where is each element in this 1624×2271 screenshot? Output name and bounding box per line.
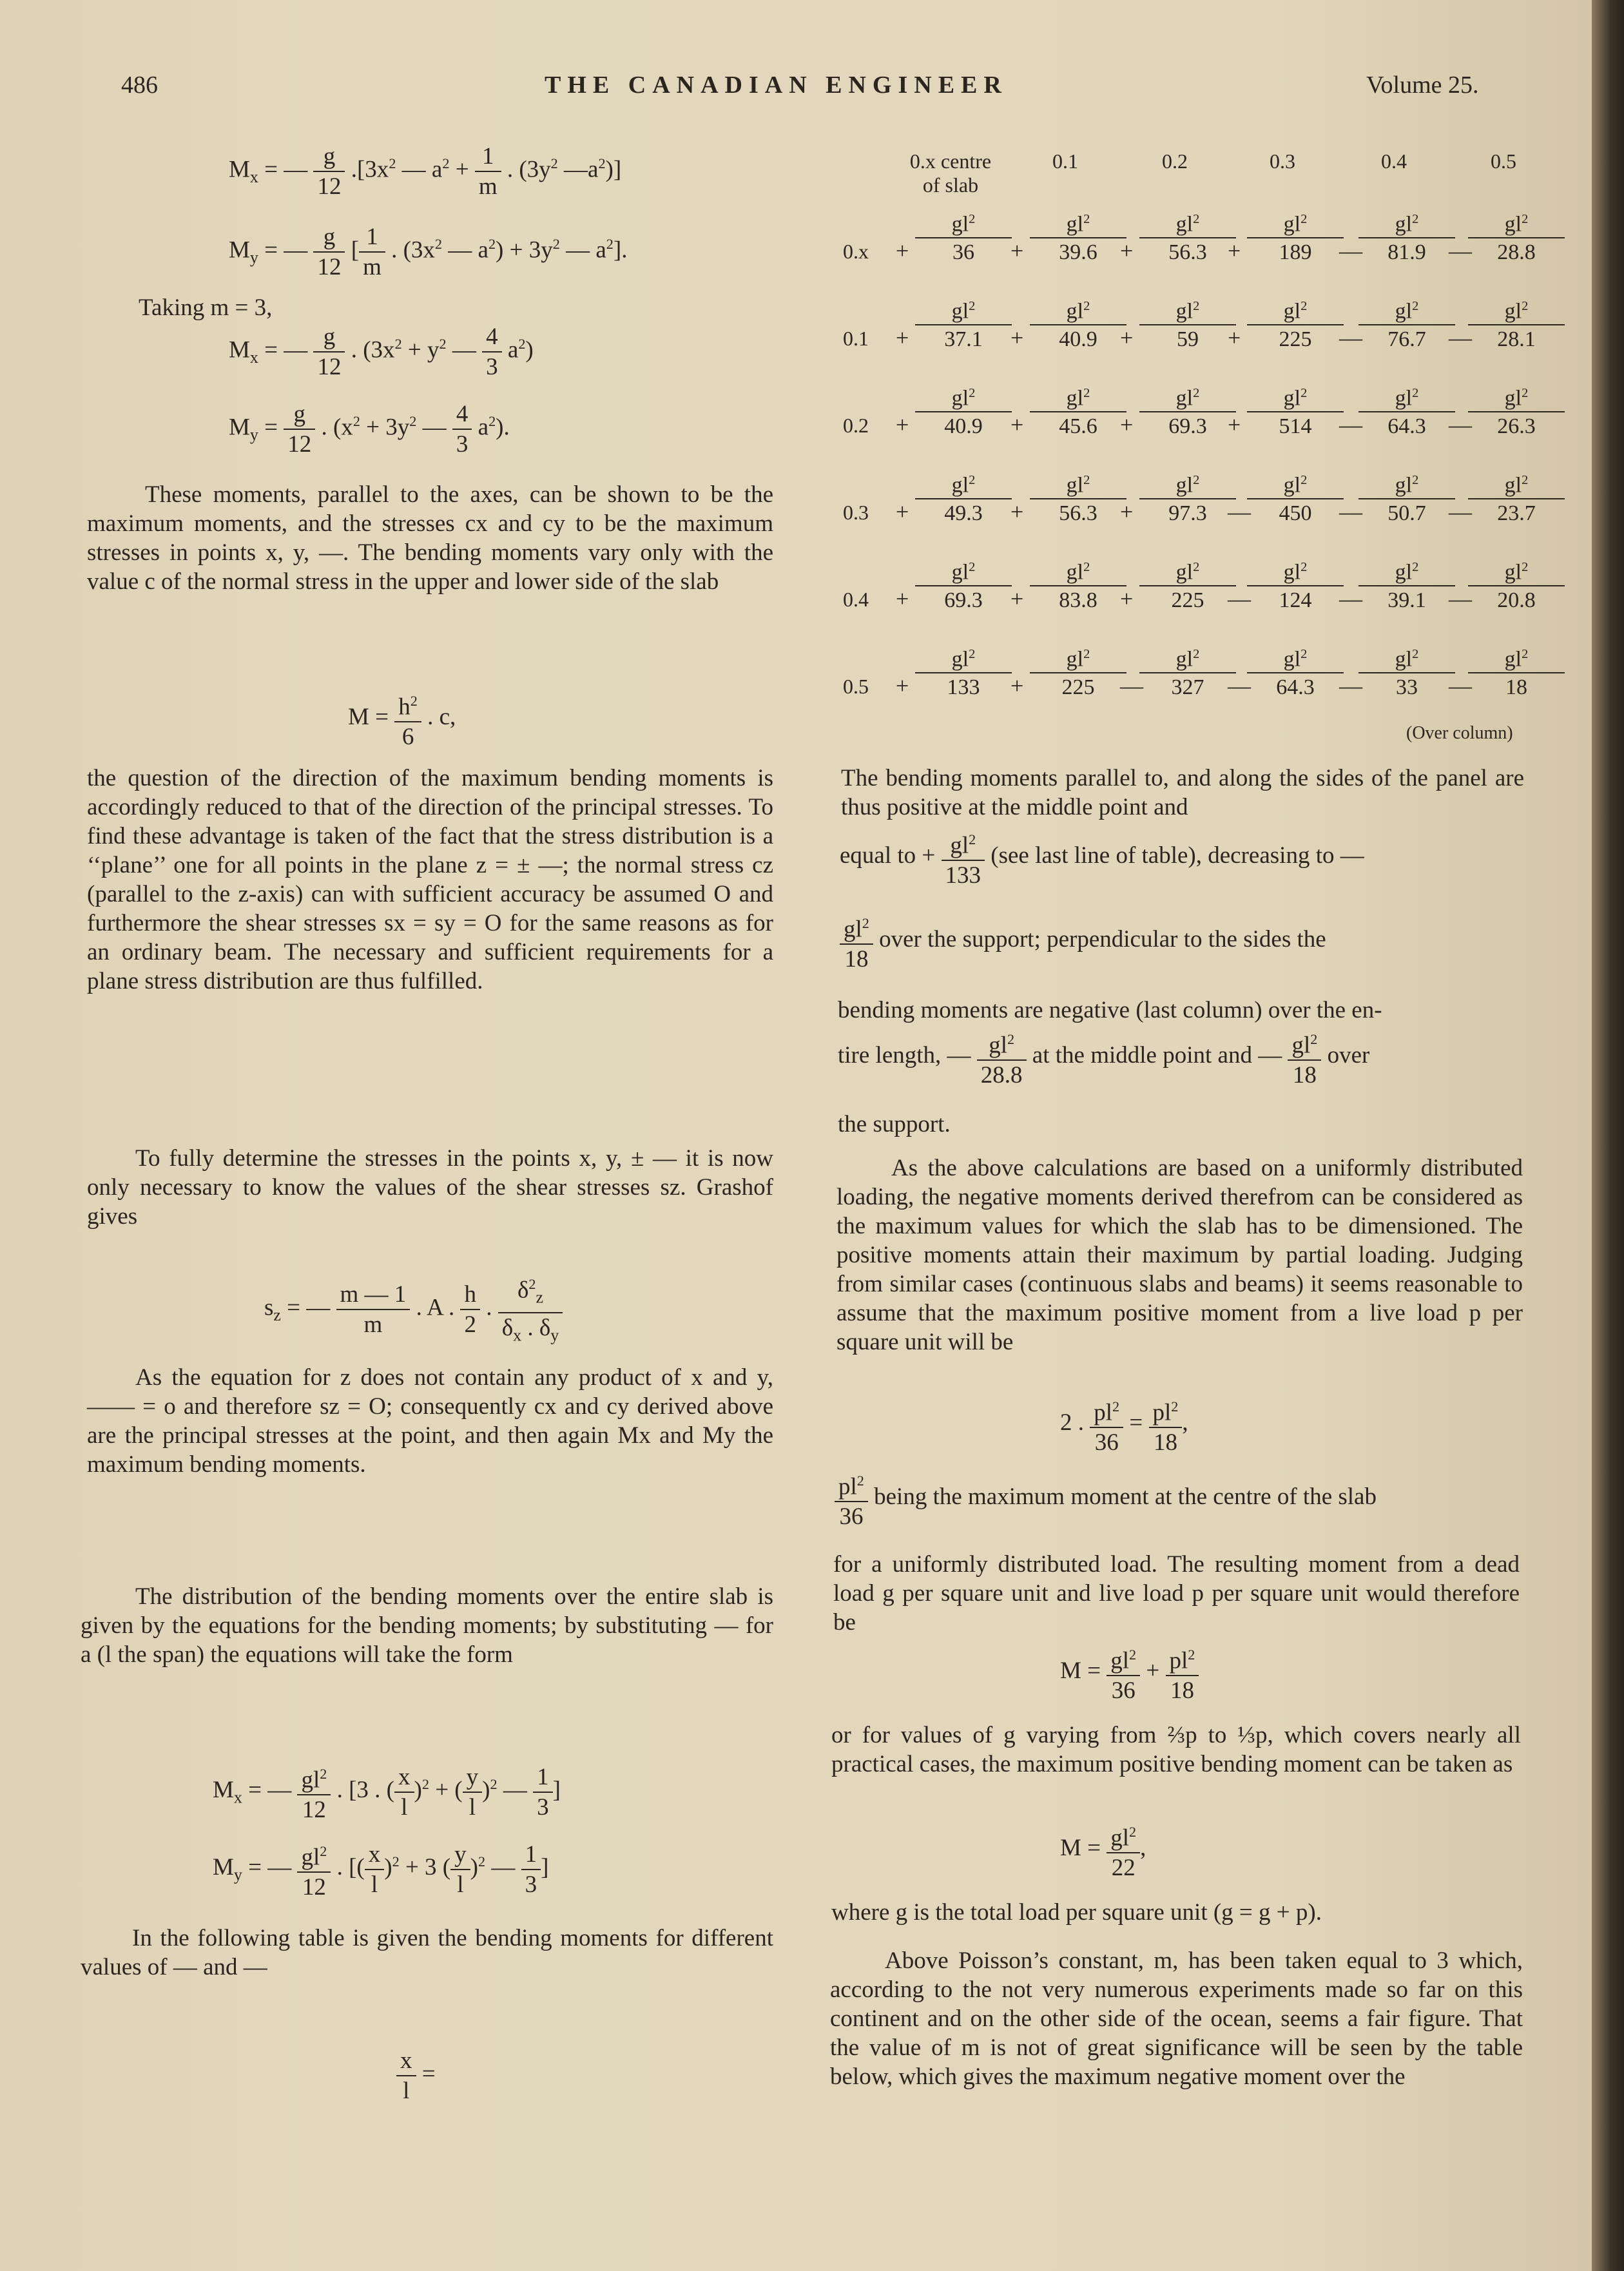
eq-grashof: $s_z$ = — $\frac{m — 1}{m}$ . A . $\frac{h}{2}$ . $\frac{\delta^2_z}{\delta_x . \delta_y}$ <box>264 1270 563 1349</box>
row-header: 0.x <box>843 240 869 263</box>
table-cell: $gl^2$ 56.3 <box>1030 467 1126 528</box>
table-cell: $gl^2$ 39.1 <box>1358 554 1455 615</box>
row-header: 0.4 <box>843 588 869 611</box>
table-cell: $gl^2$ 28.1 <box>1468 293 1565 354</box>
table-cell: $gl^2$ 37.1 <box>915 293 1012 354</box>
table-cell: $gl^2$ 133 <box>915 641 1012 702</box>
right-paragraph-6: Above Poisson’s constant, m, has been taken equal to 3 which, according to the not very numerous experiments made so far on this continent and on the other side of the ocean, seems a fair figure. That the value of m is not of great significance will be seen by the table below, which gives the maximum negative moment over the <box>830 1947 1523 2090</box>
journal-title: THE CANADIAN ENGINEER <box>545 72 1008 99</box>
row-header: 0.5 <box>843 675 869 698</box>
table-sign: + <box>1010 238 1024 264</box>
table-sign: — <box>1339 499 1362 525</box>
right-line-over-support: $\frac{gl^2}{18}$ over the support; perpendicular to the sides the <box>840 909 1326 974</box>
right-line-total-load: where g is the total load per square unit (g = g + p). <box>831 1899 1322 1926</box>
table-cell: $gl^2$ 64.3 <box>1358 380 1455 441</box>
right-paragraph-1: The bending moments parallel to, and along the sides of the panel are thus positive at the middle point and <box>841 765 1524 820</box>
eq-mx-3: $M_x$ = — $\frac{gl^2}{12}$ . [3 . ( $\frac{x}{l}$ )$^2$ + ( $\frac{y}{l}$ )$^2$ — $\frac{1}{3}$ ] <box>213 1759 561 1824</box>
table-sign: — <box>1339 673 1362 699</box>
table-sign: — <box>1449 586 1472 612</box>
table-sign: + <box>1120 412 1134 438</box>
table-cell: $gl^2$ 36 <box>915 206 1012 267</box>
table-cell: $gl^2$ 39.6 <box>1030 206 1126 267</box>
left-paragraph-5: The distribution of the bending moments over the entire slab is given by the equations for the bending moments; by substituting — for a (l the span) the equations will take the form <box>81 1583 773 1668</box>
table-sign: + <box>1120 586 1134 612</box>
right-line-equal: equal to + $\frac{gl^2}{133}$ (see last line of table), decreasing to — <box>840 825 1364 890</box>
eq-mx-2: $M_x$ = — $\frac{g}{12}$ . ($3x^2 + y^2$ — $\frac{4}{3}$ $a^2$) <box>229 324 534 380</box>
right-line-tire-length: tire length, — $\frac{gl^2}{28.8}$ at the middle point and — $\frac{gl^2}{18}$ over <box>838 1025 1369 1090</box>
table-cell: $gl^2$ 40.9 <box>1030 293 1126 354</box>
table-sign: — <box>1339 325 1362 351</box>
table-cell: $gl^2$ 97.3 <box>1139 467 1236 528</box>
left-paragraph-4: As the equation for z does not contain any product of x and y, —— = o and therefore sz = O; consequently cx and cy derived above are the principal stresses at the point, and then again Mx and My the maximum bending moments. <box>87 1364 773 1478</box>
table-sign: — <box>1449 412 1472 438</box>
table-sign: + <box>896 412 909 438</box>
right-paragraph-3: for a uniformly distributed load. The resulting moment from a dead load g per square unit and live load p per square unit would therefore be <box>833 1551 1520 1636</box>
taking-m: Taking m = 3, <box>139 295 273 321</box>
left-paragraph-6: In the following table is given the bending moments for different values of — and — <box>81 1925 773 1980</box>
table-sign: + <box>896 499 909 525</box>
book-spine <box>1592 0 1624 2271</box>
volume-label: Volume 25. <box>1366 72 1479 99</box>
page-number: 486 <box>121 72 158 99</box>
table-sign: — <box>1339 586 1362 612</box>
right-line-centre: $\frac{pl^2}{36}$ being the maximum moment at the centre of the slab <box>835 1466 1377 1531</box>
right-line-support: the support. <box>838 1111 951 1137</box>
table-sign: — <box>1339 412 1362 438</box>
table-cell: $gl^2$ 59 <box>1139 293 1236 354</box>
table-sign: — <box>1449 673 1472 699</box>
table-cell: $gl^2$ 69.3 <box>1139 380 1236 441</box>
row-header: 0.2 <box>843 414 869 437</box>
table-sign: — <box>1449 499 1472 525</box>
table-sign: + <box>1120 238 1134 264</box>
left-paragraph-1: These moments, parallel to the axes, can be shown to be the maximum moments, and the stresses cx and cy to be the maximum stresses in points x, y, —. The bending moments vary only with the value c of the normal stress in the upper and lower side of the slab <box>87 481 773 595</box>
table-cell: $gl^2$ 189 <box>1247 206 1344 267</box>
col-header-04: 0.4 <box>1381 150 1407 173</box>
table-cell: $gl^2$ 327 <box>1139 641 1236 702</box>
right-line-negative: bending moments are negative (last column) over the en- <box>838 997 1382 1023</box>
table-cell: $gl^2$ 83.8 <box>1030 554 1126 615</box>
table-cell: $gl^2$ 64.3 <box>1247 641 1344 702</box>
table-cell: $gl^2$ 18 <box>1468 641 1565 702</box>
table-sign: + <box>1010 673 1024 699</box>
table-cell: $gl^2$ 28.8 <box>1468 206 1565 267</box>
row-header: 0.1 <box>843 327 869 350</box>
table-sign: + <box>896 673 909 699</box>
table-sign: + <box>1010 586 1024 612</box>
eq-max-positive: M = $\frac{gl^2}{22}$ , <box>1060 1817 1146 1882</box>
table-sign: + <box>896 586 909 612</box>
table-cell: $gl^2$ 124 <box>1247 554 1344 615</box>
eq-m-c: M = $\frac{h^2}{6}$ . c, <box>348 686 456 751</box>
eq-resulting-moment: M = $\frac{gl^2}{36}$ + $\frac{pl^2}{18}$ <box>1060 1640 1199 1705</box>
table-cell: $gl^2$ 81.9 <box>1358 206 1455 267</box>
table-cell: $gl^2$ 76.7 <box>1358 293 1455 354</box>
col-header-0x: 0.x centre of slab <box>909 150 992 197</box>
table-cell: $gl^2$ 450 <box>1247 467 1344 528</box>
table-sign: — <box>1228 586 1251 612</box>
table-sign: + <box>1228 238 1241 264</box>
table-sign: + <box>1010 325 1024 351</box>
eq-live-load: 2 . $\frac{pl^2}{36}$ = $\frac{pl^2}{18}$ , <box>1060 1392 1188 1457</box>
table-sign: + <box>1228 412 1241 438</box>
table-cell: $gl^2$ 56.3 <box>1139 206 1236 267</box>
table-cell: $gl^2$ 23.7 <box>1468 467 1565 528</box>
col-header-03: 0.3 <box>1270 150 1295 173</box>
table-cell: $gl^2$ 225 <box>1247 293 1344 354</box>
eq-mx-1: $M_x$ = — $\frac{g}{12}$ $.[3x^2$ — $a^2$ + $\frac{1}{m}$ . ($3y^2$ $—a^2$)] <box>229 143 622 200</box>
right-paragraph-4: or for values of g varying from ⅔p to ⅓p, which covers nearly all practical cases, the maximum positive bending moment can be taken as <box>831 1722 1521 1777</box>
table-cell: $gl^2$ 50.7 <box>1358 467 1455 528</box>
col-header-01: 0.1 <box>1052 150 1078 173</box>
table-sign: — <box>1339 238 1362 264</box>
table-sign: — <box>1120 673 1143 699</box>
table-cell: $gl^2$ 26.3 <box>1468 380 1565 441</box>
table-sign: + <box>1120 325 1134 351</box>
table-cell: $gl^2$ 514 <box>1247 380 1344 441</box>
table-sign: + <box>1010 412 1024 438</box>
row-header: 0.3 <box>843 501 869 524</box>
table-cell: $gl^2$ 45.6 <box>1030 380 1126 441</box>
table-sign: + <box>896 238 909 264</box>
table-note: (Over column) <box>1406 723 1513 743</box>
table-sign: — <box>1449 325 1472 351</box>
col-header-05: 0.5 <box>1491 150 1516 173</box>
right-paragraph-2: As the above calculations are based on a uniformly distributed loading, the negative moments derived therefrom can be considered as the maximum values for which the slab has to be dimensioned. The positive moments attain their maximum by partial loading. Judging from similar cases (continuous slabs and beams) it seems reasonable to assume that the maximum positive moment from a live load p per square unit will be <box>836 1155 1523 1355</box>
table-sign: — <box>1449 238 1472 264</box>
eq-my-2: $M_y$ = $\frac{g}{12}$ . ($x^2 + 3y^2$ — $\frac{4}{3}$ $a^2$). <box>229 401 510 458</box>
table-sign: + <box>896 325 909 351</box>
left-paragraph-2: the question of the direction of the maximum bending moments is accordingly reduced to that of the direction of the principal stresses. To find these advantage is taken of the fact that the stress distribution is a ‘‘plane’’ one for all points in the plane z = ± —; the normal stress cz (parallel to the z-axis) can with sufficient accuracy be assumed O and furthermore the shear stresses sx = sy = O for the same reasons as for an ordinary beam. The necessary and sufficient requirements for a plane stress distribution are thus fulfilled. <box>87 765 773 994</box>
left-paragraph-3: To fully determine the stresses in the points x, y, ± — it is now only necessary to know the values of the shear stresses sz. Grashof gives <box>87 1145 773 1230</box>
table-cell: $gl^2$ 69.3 <box>915 554 1012 615</box>
table-cell: $gl^2$ 33 <box>1358 641 1455 702</box>
table-sign: — <box>1228 499 1251 525</box>
table-sign: + <box>1010 499 1024 525</box>
eq-my-1: $M_y$ = — $\frac{g}{12}$ [ $\frac{1}{m}$ . ($3x^2$ — $a^2) + 3y^2$ — $a^2$]. <box>229 224 628 280</box>
table-cell: $gl^2$ 20.8 <box>1468 554 1565 615</box>
eq-x-over-l: $\frac{x}{l}$ = <box>396 2046 436 2105</box>
table-cell: $gl^2$ 40.9 <box>915 380 1012 441</box>
table-sign: — <box>1228 673 1251 699</box>
col-header-02: 0.2 <box>1162 150 1188 173</box>
eq-my-3: $M_y$ = — $\frac{gl^2}{12}$ . [( $\frac{x}{l}$ )$^2$ + 3 ( $\frac{y}{l}$ )$^2$ — $\frac{1}{3}$ ] <box>213 1837 548 1902</box>
table-cell: $gl^2$ 225 <box>1030 641 1126 702</box>
table-sign: + <box>1228 325 1241 351</box>
table-sign: + <box>1120 499 1134 525</box>
table-cell: $gl^2$ 225 <box>1139 554 1236 615</box>
table-cell: $gl^2$ 49.3 <box>915 467 1012 528</box>
